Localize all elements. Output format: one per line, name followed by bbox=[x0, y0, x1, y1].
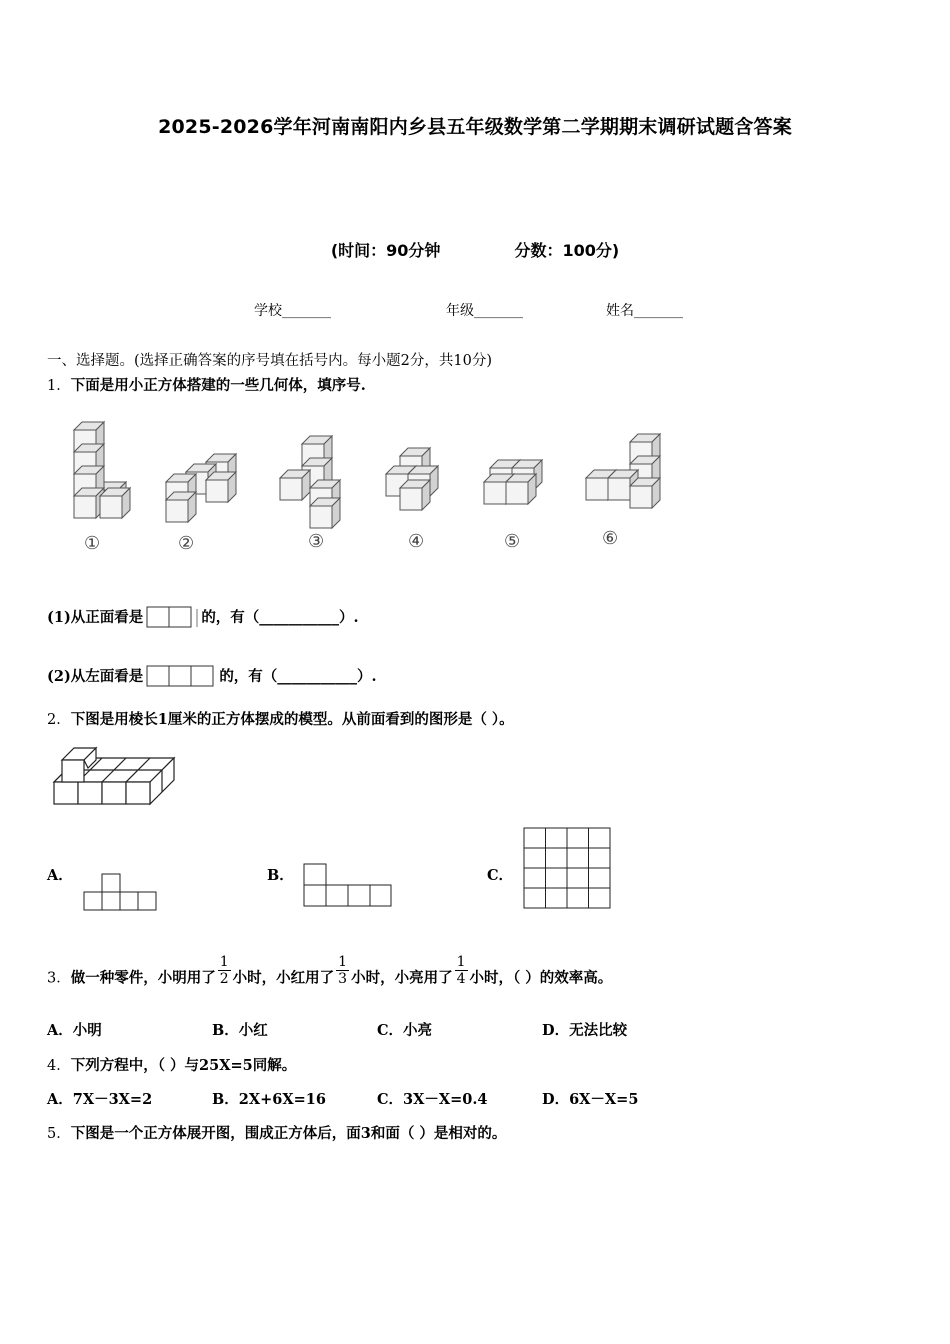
sub1-suffix: 的，有（___________）. bbox=[201, 609, 359, 626]
question-3 bbox=[47, 954, 613, 995]
two-square-view bbox=[143, 605, 201, 631]
three-square-view bbox=[143, 664, 219, 690]
question-4 bbox=[47, 1056, 296, 1076]
q3-option-b: B．小红 bbox=[212, 1022, 268, 1039]
q3-part2: 小时，小红用了 bbox=[232, 969, 335, 987]
solid-label-6: ⑥ bbox=[602, 528, 619, 549]
q3-option-d: D．无法比较 bbox=[542, 1022, 628, 1039]
fraction-one-third: $\frac{1}{3}$ bbox=[338, 954, 348, 987]
q2-model-figure bbox=[50, 746, 180, 808]
q3-part1: 做一种零件，小明用了 bbox=[70, 969, 216, 987]
sub2-suffix: 的，有（___________）. bbox=[219, 668, 377, 685]
q1-solids-figure bbox=[40, 410, 680, 560]
q3-part3: 小时，小亮用了 bbox=[351, 969, 453, 987]
exam-info bbox=[0, 238, 950, 261]
sub2-prefix: (2)从左面看是 bbox=[47, 668, 144, 685]
q2-option-a-figure bbox=[82, 872, 158, 914]
q4-option-c: C．3X－X=0.4 bbox=[377, 1091, 488, 1108]
exam-score: 分数：100分) bbox=[514, 241, 620, 260]
sub1-prefix: (1)从正面看是 bbox=[47, 609, 144, 626]
q2-option-c-figure bbox=[522, 826, 614, 910]
q2-option-a-label: A． bbox=[47, 867, 73, 884]
grade-field: 年级_______ bbox=[446, 303, 523, 319]
solid-1 bbox=[74, 422, 130, 518]
q4-option-d: D．6X－X=5 bbox=[542, 1091, 639, 1108]
page-title: 2025-2026学年河南南阳内乡县五年级数学第二学期期末调研试题含答案 bbox=[158, 116, 792, 138]
q1-sub1 bbox=[47, 605, 359, 631]
solid-label-3: ③ bbox=[308, 531, 325, 552]
school-field: 学校_______ bbox=[254, 303, 331, 319]
question-1 bbox=[47, 376, 366, 396]
solid-label-2: ② bbox=[178, 533, 195, 554]
solid-label-5: ⑤ bbox=[504, 531, 521, 552]
question-number: 1． bbox=[47, 378, 71, 394]
fraction-one-quarter: $\frac{1}{4}$ bbox=[456, 954, 466, 987]
solid-3 bbox=[280, 436, 340, 528]
question-5 bbox=[47, 1124, 506, 1144]
question-text: 下图是用棱长1厘米的正方体摆成的模型。从前面看到的图形是（ ）。 bbox=[70, 711, 514, 728]
q2-option-b-label: B． bbox=[267, 867, 294, 884]
q1-sub2 bbox=[47, 664, 377, 690]
solid-5 bbox=[484, 460, 542, 504]
section-heading: 一、选择题。(选择正确答案的序号填在括号内。每小题2分，共10分) bbox=[47, 353, 492, 369]
question-text: 下面是用小正方体搭建的一些几何体，填序号. bbox=[70, 377, 366, 394]
exam-time: (时间：90分钟 bbox=[330, 241, 441, 260]
solid-label-4: ④ bbox=[408, 531, 425, 552]
q3-option-a: A．小明 bbox=[47, 1022, 102, 1039]
q2-option-c-label: C． bbox=[487, 867, 514, 884]
question-text: 下列方程中，（ ）与25X=5同解。 bbox=[70, 1057, 297, 1074]
solid-label-1: ① bbox=[84, 533, 101, 554]
q3-part4: 小时，（ ）的效率高。 bbox=[469, 969, 613, 987]
q2-option-b-figure bbox=[302, 862, 394, 908]
question-number: 5． bbox=[47, 1126, 71, 1142]
q4-option-a: A．7X－3X=2 bbox=[47, 1091, 153, 1108]
question-number: 4． bbox=[47, 1058, 71, 1074]
question-text: 下图是一个正方体展开图，围成正方体后，面3和面（ ）是相对的。 bbox=[70, 1125, 507, 1142]
q3-option-c: C．小亮 bbox=[377, 1022, 433, 1039]
solid-2 bbox=[166, 454, 236, 522]
question-number: 2． bbox=[47, 712, 71, 728]
q4-option-b: B．2X+6X=16 bbox=[212, 1091, 326, 1108]
question-2 bbox=[47, 710, 514, 730]
solid-4 bbox=[386, 448, 438, 510]
fraction-one-half: $\frac{1}{2}$ bbox=[219, 954, 229, 987]
solid-6 bbox=[586, 434, 660, 508]
name-field: 姓名_______ bbox=[606, 303, 683, 319]
question-number: 3． bbox=[47, 970, 71, 987]
